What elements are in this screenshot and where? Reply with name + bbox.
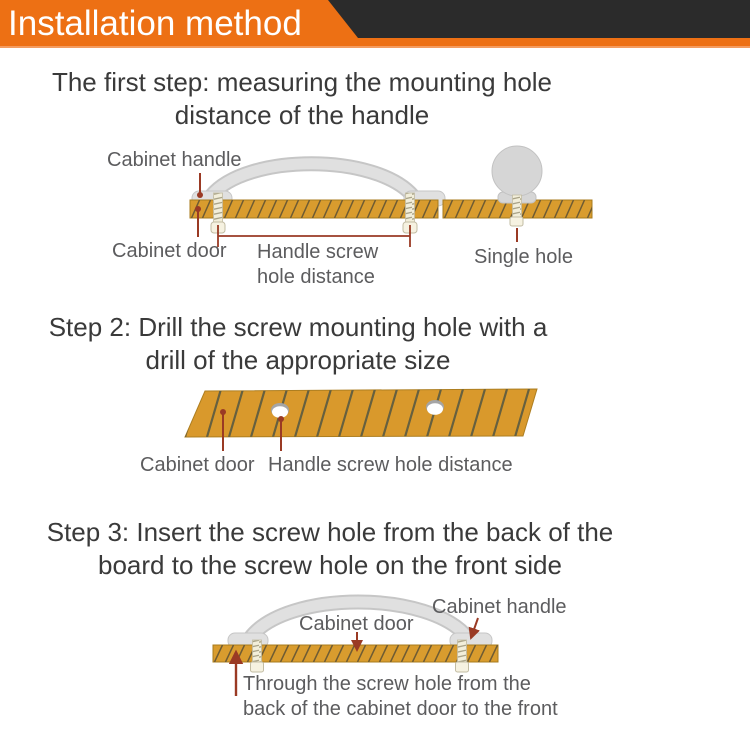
- cabinet-door-board: [185, 389, 551, 437]
- through-hole-line2: back of the cabinet door to the front: [243, 698, 558, 720]
- through-hole-label: [243, 672, 558, 722]
- step3-heading-line1: Step 3: Insert the screw hole from the back of the: [46, 517, 614, 547]
- screw-distance-label: Handle screw hole distance: [268, 454, 513, 476]
- header-banner: [0, 0, 750, 48]
- step2-heading-line1: Step 2: Drill the screw mounting hole with a: [48, 312, 548, 342]
- cabinet-door-label: Cabinet door: [112, 240, 227, 262]
- step3-heading: [30, 516, 630, 582]
- screw-distance-line2: hole distance: [257, 266, 375, 288]
- through-hole-line1: Through the screw hole from the: [243, 673, 531, 695]
- screw-distance-label: [257, 240, 378, 290]
- cabinet-door-label: Cabinet door: [140, 454, 255, 476]
- cabinet-handle-label: Cabinet handle: [107, 149, 242, 171]
- screw-icon: [251, 640, 264, 672]
- step3-heading-line2: board to the screw hole on the front side: [98, 550, 562, 580]
- single-hole-label: Single hole: [474, 246, 573, 268]
- cabinet-door-pointer: [195, 206, 201, 237]
- step2-heading-line2: drill of the appropriate size: [145, 345, 451, 375]
- cabinet-handle-label: Cabinet handle: [432, 596, 567, 618]
- step2-heading: [0, 311, 596, 377]
- step1-heading-line2: distance of the handle: [174, 100, 430, 130]
- cabinet-door-label: Cabinet door: [299, 613, 414, 635]
- cabinet-door-board: [190, 200, 438, 218]
- header-dark-ribbon: [328, 0, 750, 38]
- screw-distance-line1: Handle screw: [257, 241, 379, 263]
- page-title: Installation method: [8, 4, 302, 43]
- cabinet-handle-pointer: [197, 173, 203, 198]
- step1-heading: [2, 66, 602, 132]
- knob-graphic: [492, 146, 542, 203]
- step1-heading-line1: The first step: measuring the mounting hole: [51, 67, 553, 97]
- screw-icon: [456, 640, 469, 672]
